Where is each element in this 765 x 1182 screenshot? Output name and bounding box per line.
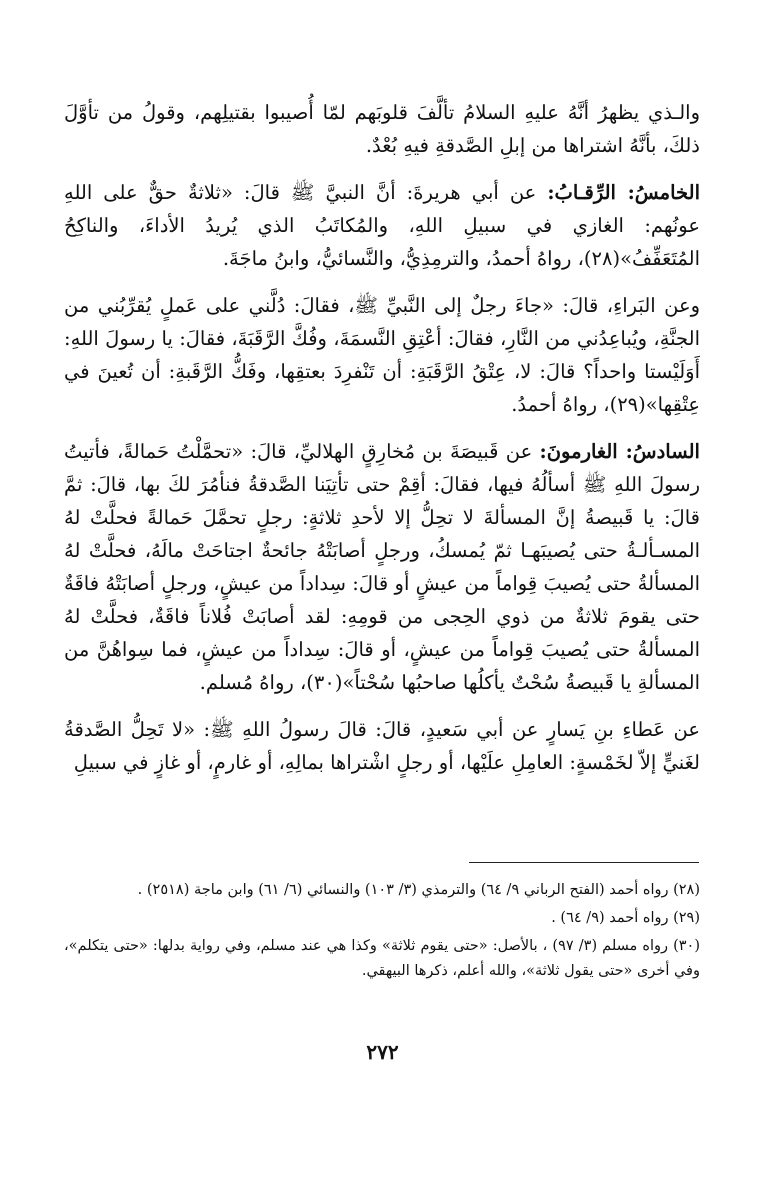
paragraph-riqab — [64, 176, 700, 275]
paragraph-heading: السادسُ: الغارمونَ: — [539, 440, 700, 463]
footnote-29: (٢٩) رواه أحمد (٩/ ٦٤) . — [551, 910, 700, 926]
paragraph-text: والـذي يظهرُ أنَّهُ عليهِ السلامُ تألَّفَ قلوبَهم لمّا أُصيبوا بقتيلِهم، وقولُ من تأوَّلَ ذلكَ، بأنَّهُ اشتراها من إبلِ الصَّدقةِ فيهِ بُعْدٌ. — [64, 101, 700, 157]
footnote-30: (٣٠) رواه مسلم (٣/ ٩٧) ، بالأصل: «حتى يقوم ثلاثة» وكذا هي عند مسلم، وفي رواية بدلها: «حتى يتكلم»، وفي أخرى «حتى يقول ثلاثة»، والله أعلم، ذكرها البيهقي. — [64, 938, 700, 979]
page-number: ٢٧٢ — [366, 1040, 399, 1064]
paragraph-heading: الخامسُ: الرِّقـابُ: — [547, 181, 700, 204]
footnotes — [64, 878, 700, 987]
paragraph-ata — [64, 713, 700, 779]
paragraph-gharimun — [64, 435, 700, 699]
paragraph-text: عن قَبيصَةَ بن مُخارِقٍ الهلاليِّ، قالَ: «تحمَّلْتُ حَمالةً، فأتيتُ رسولَ اللهِ ﷺ أسألُهُ فيها، فقالَ: أقِمْ حتى تأتِيَنا الصَّدقةُ فنأمُرَ لكَ بها، قالَ: ثمَّ قالَ: يا قَبيصةُ إنَّ المسألةَ لا تحِلُّ إلا لأحدِ ثلاثةٍ: رجلٍ تحمَّلَ حَمالةً فحلَّتْ لهُ المسـألـةُ حتى يُصيبَهـا ثمّ يُمسكُ، ورجلٍ أصابَتْهُ جائحةٌ اجتاحَتْ مالَهُ، فحلَّتْ لهُ المسألةُ حتى يُصيبَ قِواماً من عيشٍ أو قالَ: سِداداً من عيشٍ، ورجلٍ أصابَتْهُ فاقَةٌ حتى يقومَ ثلاثةٌ من ذوي الحِجى من قومِهِ: لقد أصابَتْ فُلاناً فاقَةٌ، فحلَّتْ لهُ المسألةُ حتى يُصيبَ قِواماً من عيشٍ، أو قالَ: سِداداً من عيشٍ، فما سِواهُنَّ من المسألةِ يا قَبيصةُ سُحْتٌ يأكلُها صاحبُها سُحْتاً»(٣٠)، رواهُ مُسلم. — [64, 440, 700, 694]
footnote-divider — [469, 862, 699, 863]
paragraph-text: عن عَطاءِ بنِ يَسارٍ عن أبي سَعيدٍ، قالَ: قالَ رسولُ اللهِ ﷺ: «لا تَحِلُّ الصَّدقةُ لغَنيٍّ إلاّ لخَمْسةٍ: العامِلِ علَيْها، أو رجلٍ اشْتراها بمالِهِ، أو غارمٍ، أو غازٍ في سبيلِ — [64, 718, 700, 774]
paragraph-text: وعن البَراءِ، قالَ: «جاءَ رجلٌ إلى النَّبيِّ ﷺ، فقالَ: دُلَّني على عَملٍ يُقرِّبُني من الجنَّةِ، ويُباعِدُني من النَّارِ، فقالَ: أعْتِقِ النَّسمَةَ، وفُكَّ الرَّقَبَةَ، فقالَ: يا رسولَ اللهِ: أَوَلَيْستا واحداً؟ قالَ: لا، عِتْقُ الرَّقَبَةِ: أن تَنْفرِدَ بعتقِها، وفَكُّ الرَّقَبةِ: أن تُعينَ في عِتْقِها»(٢٩)، رواهُ أحمدُ. — [64, 294, 700, 416]
footnote-28: (٢٨) رواه أحمد (الفتح الرباني ٩/ ٦٤) والترمذي (٣/ ١٠٣) والنسائي (٦/ ٦١) وابن ماجة (٢٥١٨) . — [137, 882, 700, 898]
paragraph-text: عن أبي هريرةَ: أنَّ النبيَّ ﷺ قالَ: «ثلاثةٌ حقٌّ على اللهِ عونُهم: الغازي في سبيلِ اللهِ، والمُكاتَبُ الذي يُريدُ الأداءَ، والناكِحُ المُتَعَفِّفُ»(٢٨)، رواهُ أحمدُ، والترمِذِيُّ، والنَّسائيُّ، وابنُ ماجَةَ. — [64, 181, 700, 270]
paragraph-bara — [64, 289, 700, 421]
page-body — [64, 96, 700, 793]
paragraph-intro — [64, 96, 700, 162]
